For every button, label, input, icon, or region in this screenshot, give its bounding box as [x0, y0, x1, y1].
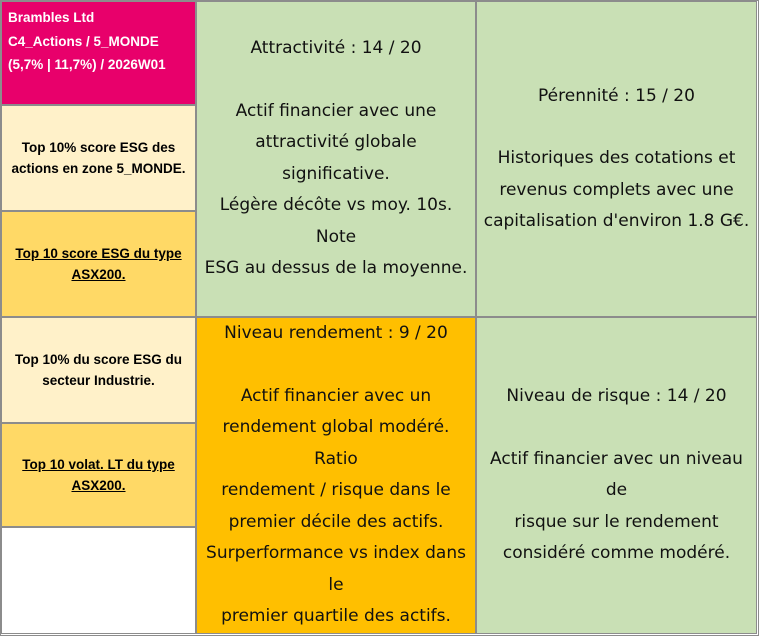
asset-header — [1, 1, 196, 105]
category-label: C4_Actions / 5_MONDE — [8, 33, 159, 49]
card-attractivite — [196, 1, 476, 317]
risque-line: risque sur le rendement — [514, 511, 719, 532]
rendement-line: rendement / risque dans le — [221, 480, 451, 501]
empty-cell — [1, 527, 196, 634]
perennite-line: revenus complets avec une — [499, 179, 734, 200]
tag-esg-secteur-text: Top 10% du score ESG du secteur Industrie. — [14, 352, 183, 388]
rendement-line: Actif financier avec un — [240, 385, 432, 406]
attractivite-line: ESG au dessus de la moyenne. — [204, 258, 468, 279]
tag-esg-secteur — [1, 317, 196, 423]
tag-esg-type — [1, 211, 196, 317]
perennite-title: Pérennité : 15 / 20 — [538, 85, 695, 106]
card-perennite — [476, 1, 757, 317]
attractivite-line: Légère décôte vs moy. 10s. Note — [219, 195, 453, 247]
perennite-line: Historiques des cotations et — [497, 148, 736, 168]
attractivite-line: Actif financier avec une — [235, 100, 437, 121]
attractivite-title: Attractivité : 14 / 20 — [250, 38, 422, 59]
tag-volat-type — [1, 423, 196, 527]
params-label: (5,7% | 11,7%) / 2026W01 — [8, 57, 166, 72]
rendement-line: Surperformance vs index dans le — [206, 543, 466, 595]
company-name: Brambles Ltd — [8, 10, 95, 25]
tag-volat-type-text: Top 10 volat. LT du type ASX200. — [22, 457, 175, 493]
rendement-line: premier décile des actifs. — [228, 511, 444, 532]
risque-title: Niveau de risque : 14 / 20 — [506, 386, 727, 407]
tag-esg-zone-text: Top 10% score ESG des actions en zone 5_MONDE. — [11, 140, 186, 176]
rendement-line: premier quartile des actifs. — [221, 606, 451, 627]
card-risque — [476, 317, 757, 634]
attractivite-line: attractivité globale significative. — [255, 132, 417, 184]
tag-esg-type-text: Top 10 score ESG du type ASX200. — [15, 246, 182, 282]
rendement-line: rendement global modéré. Ratio — [222, 417, 450, 469]
rendement-title: Niveau rendement : 9 / 20 — [224, 323, 448, 344]
card-rendement — [196, 317, 476, 634]
tag-esg-zone — [1, 105, 196, 211]
perennite-line: capitalisation d'environ 1.8 G€. — [483, 211, 750, 231]
risque-line: considéré comme modéré. — [502, 543, 731, 564]
risque-line: Actif financier avec un niveau de — [490, 448, 743, 501]
